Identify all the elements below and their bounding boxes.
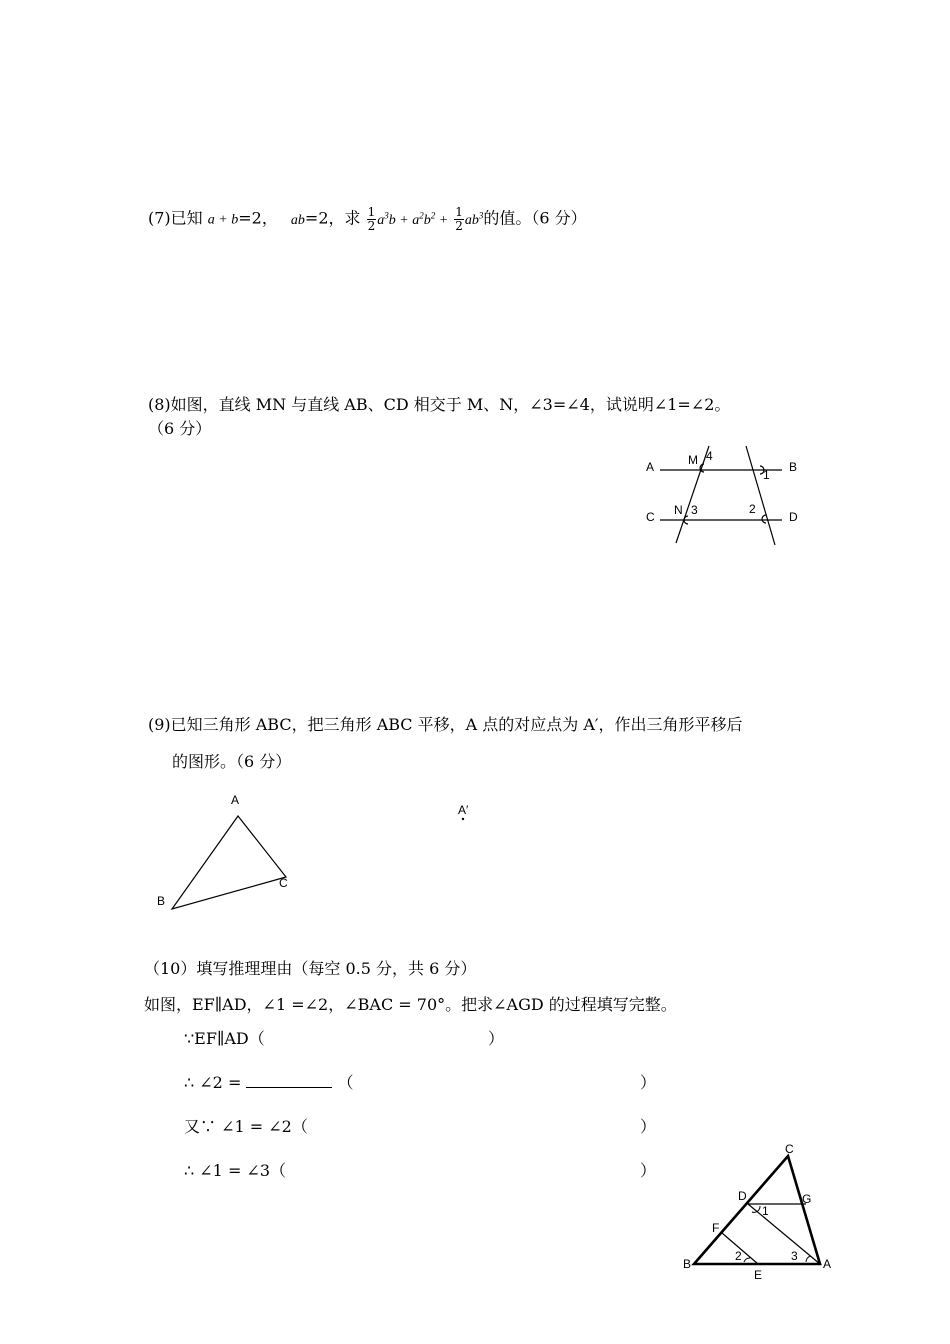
angle-label-1: 1 <box>763 468 770 482</box>
step-4-text: ∴ ∠1 = ∠3（ <box>184 1161 287 1180</box>
figure-9-labels <box>157 793 469 908</box>
step-2-paren: （ <box>337 1073 354 1092</box>
segment-DA <box>748 1204 820 1264</box>
angle-label-3: 3 <box>791 1249 798 1263</box>
label-F: F <box>712 1221 720 1235</box>
angle-2-arc <box>762 515 766 523</box>
step-4-close: ） <box>640 1161 657 1180</box>
figure-8 <box>660 446 782 545</box>
condition-sum: a + b <box>207 212 239 228</box>
point-A-prime <box>462 818 464 820</box>
problem-7-prefix: 已知 <box>170 208 203 228</box>
problem-8-line-1: (8)如图，直线 MN 与直线 AB、CD 相交于 M、N，∠3=∠4，试说明∠1=∠2。 <box>148 395 731 414</box>
angle-3-arc <box>806 1256 811 1262</box>
label-B: B <box>683 1257 692 1271</box>
step-1-close: ） <box>488 1029 505 1048</box>
label-B: B <box>157 894 166 908</box>
angle-2-arc <box>744 1258 750 1262</box>
figure-9 <box>172 816 464 909</box>
label-A-prime: A′ <box>458 803 469 817</box>
label-B: B <box>789 460 798 474</box>
problem-7-suffix: 的值。（6 分） <box>483 208 587 228</box>
triangle-ABC <box>172 816 286 909</box>
condition-product: ab <box>290 212 305 228</box>
angle-label-2: 2 <box>749 502 756 516</box>
expression-term-3: $ab^3$ <box>464 210 484 228</box>
condition-product-value: =2，求 <box>304 208 361 228</box>
angle-label-1: 1 <box>762 1204 769 1218</box>
problem-10-title: （10）填写推理理由（每空 0.5 分，共 6 分） <box>144 959 477 978</box>
step-2-close: ） <box>640 1073 657 1092</box>
angle-label-3: 3 <box>691 503 698 517</box>
problem-10-intro: 如图，EF∥AD，∠1 =∠2，∠BAC = 70°。把求∠AGD 的过程填写完整。 <box>144 995 677 1014</box>
fraction-half-2: $\frac{1}{2}$ <box>455 204 463 233</box>
step-3-text: 又∵ ∠1 = ∠2（ <box>184 1117 308 1136</box>
line-transversal-2 <box>746 446 775 545</box>
label-D: D <box>738 1189 747 1203</box>
step-1-text: ∵EF∥AD（ <box>184 1029 265 1048</box>
label-E: E <box>754 1268 763 1282</box>
condition-sum-value: =2， <box>238 208 278 228</box>
label-G: G <box>802 1192 812 1206</box>
label-C: C <box>646 510 655 524</box>
label-A: A <box>823 1257 832 1271</box>
fraction-half-1: $\frac{1}{2}$ <box>367 204 376 233</box>
problem-8-line-2: （6 分） <box>148 419 212 438</box>
label-N: N <box>674 503 683 517</box>
step-2-text: ∴ ∠2 = <box>184 1073 242 1092</box>
label-D: D <box>789 510 798 524</box>
label-C: C <box>279 876 288 890</box>
label-A: A <box>231 793 240 807</box>
problem-7-number: (7) <box>148 208 171 228</box>
label-C: C <box>785 1142 794 1156</box>
angle-label-2: 2 <box>735 1249 742 1263</box>
expression-term-1: $a^3b + a^2b^2$ + <box>377 210 449 228</box>
label-M: M <box>688 453 698 467</box>
problem-9-line-1: (9)已知三角形 ABC，把三角形 ABC 平移，A 点的对应点为 A′，作出三角形平移后 <box>148 715 743 734</box>
figure-10 <box>694 1156 820 1264</box>
step-3-close: ） <box>640 1117 657 1136</box>
label-A: A <box>646 460 655 474</box>
figure-8-labels <box>646 449 798 524</box>
problem-9-line-2: 的图形。（6 分） <box>172 752 292 771</box>
angle-label-4: 4 <box>706 449 713 463</box>
